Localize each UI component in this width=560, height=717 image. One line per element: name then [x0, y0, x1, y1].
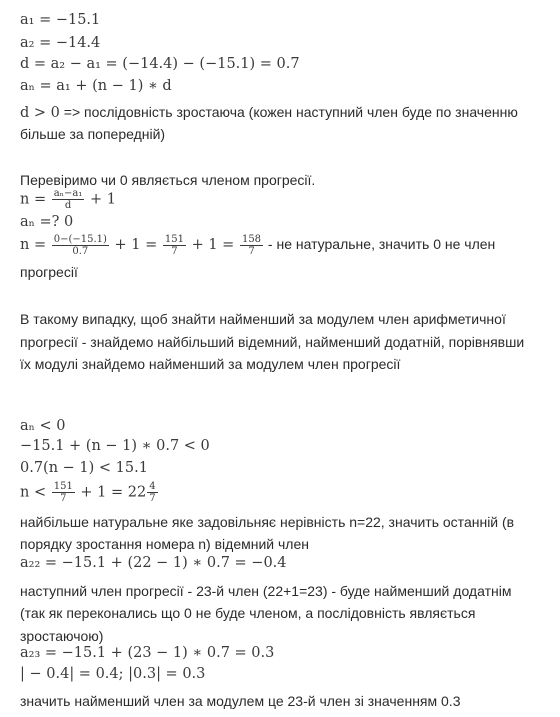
n-formula-numerator: aₙ−a₁ [53, 188, 83, 199]
case-text-3: їх модулі знайдемо найменший за модулем член прогресії [20, 356, 401, 372]
case-text-1: В такому випадку, щоб знайти найменший за модулем член арифметичної [20, 311, 506, 327]
n-formula-lhs: n = [20, 191, 51, 208]
ineq4-mixed-fraction [147, 481, 157, 504]
n-formula-denominator: d [64, 200, 72, 211]
n-calc-num-1: 0−(−15.1) [53, 234, 107, 245]
case-text-2: прогресії - знайдемо найбільший відемний, найменший додатній, порівнявши [20, 334, 525, 350]
math-an-question-zero: aₙ =? 0 [20, 214, 74, 230]
biggest-text-1: найбільше натуральне яке задовільняє нерівність n=22, значить останній (в [20, 514, 515, 530]
ineq4-mixed-numerator: 4 [149, 481, 156, 492]
n-calc-mid-2: + 1 = [186, 237, 239, 254]
ineq4-numerator: 151 [53, 481, 73, 492]
next-term-text-1: наступний член прогресії - 23-й член (22+1=23) - буде найменший додатнім [20, 583, 512, 599]
check-zero-text: Перевіримо чи 0 являється членом прогресії. [20, 172, 316, 188]
math-d-positive: d > 0 [20, 105, 60, 121]
n-calc-conclusion: - не натуральне, значить 0 не член [264, 236, 496, 253]
n-calc-den-1: 0.7 [72, 246, 89, 257]
n-calc-fraction-2 [163, 234, 186, 257]
ineq4-fraction [52, 481, 75, 504]
n-formula-fraction [52, 188, 85, 211]
math-a2: a₂ = −14.4 [20, 35, 101, 51]
n-calc-den-2: 7 [171, 246, 178, 257]
n-calc-lhs: n = [20, 237, 51, 254]
math-a1: a₁ = −15.1 [20, 12, 101, 28]
math-inequality-3: 0.7(n − 1) < 15.1 [20, 460, 148, 476]
math-inequality-1: aₙ < 0 [20, 418, 66, 434]
n-calc-fraction-1 [52, 234, 109, 257]
n-calc-mid-1: + 1 = [109, 237, 162, 254]
next-term-text-3: зростаючою) [20, 628, 104, 644]
increasing-text-2: більше за попередній) [20, 126, 166, 142]
ineq4-mixed-denominator: 7 [149, 493, 156, 504]
math-inequality-4 [20, 481, 159, 504]
ineq4-mid: + 1 = 22 [75, 484, 147, 501]
math-n-formula [20, 188, 116, 211]
n-calc-den-3: 7 [248, 246, 255, 257]
increasing-text-1: => послідовність зростаюча (кожен наступний член буде по значенню [59, 104, 518, 120]
math-inequality-2: −15.1 + (n − 1) ∗ 0.7 < 0 [20, 438, 210, 454]
ineq4-lhs: n < [20, 484, 51, 501]
n-calc-num-2: 151 [164, 234, 184, 245]
n-calc-conclusion-2: прогресії [20, 264, 78, 280]
math-a23: a₂₃ = −15.1 + (23 − 1) ∗ 0.7 = 0.3 [20, 645, 275, 661]
ineq4-denominator: 7 [60, 493, 67, 504]
math-a22: a₂₂ = −15.1 + (22 − 1) ∗ 0.7 = −0.4 [20, 555, 287, 571]
math-general-term: aₙ = a₁ + (n − 1) ∗ d [20, 78, 172, 94]
biggest-text-2: порядку зростання номера n) відемний член [20, 536, 309, 552]
increasing-statement [20, 104, 518, 122]
math-absolute-values: | − 0.4| = 0.4; |0.3| = 0.3 [20, 666, 206, 682]
n-calc-num-3: 158 [241, 234, 262, 245]
next-term-text-2: (так як переконались що 0 не буде членом, а послідовність являється [20, 605, 476, 621]
math-difference: d = a₂ − a₁ = (−14.4) − (−15.1) = 0.7 [20, 56, 300, 72]
conclusion-text: значить найменший член за модулем це 23-й член зі значенням 0.3 [20, 693, 461, 709]
n-calculation-line [20, 234, 495, 257]
n-formula-rhs: + 1 [85, 191, 116, 208]
n-calc-fraction-3 [240, 234, 263, 257]
